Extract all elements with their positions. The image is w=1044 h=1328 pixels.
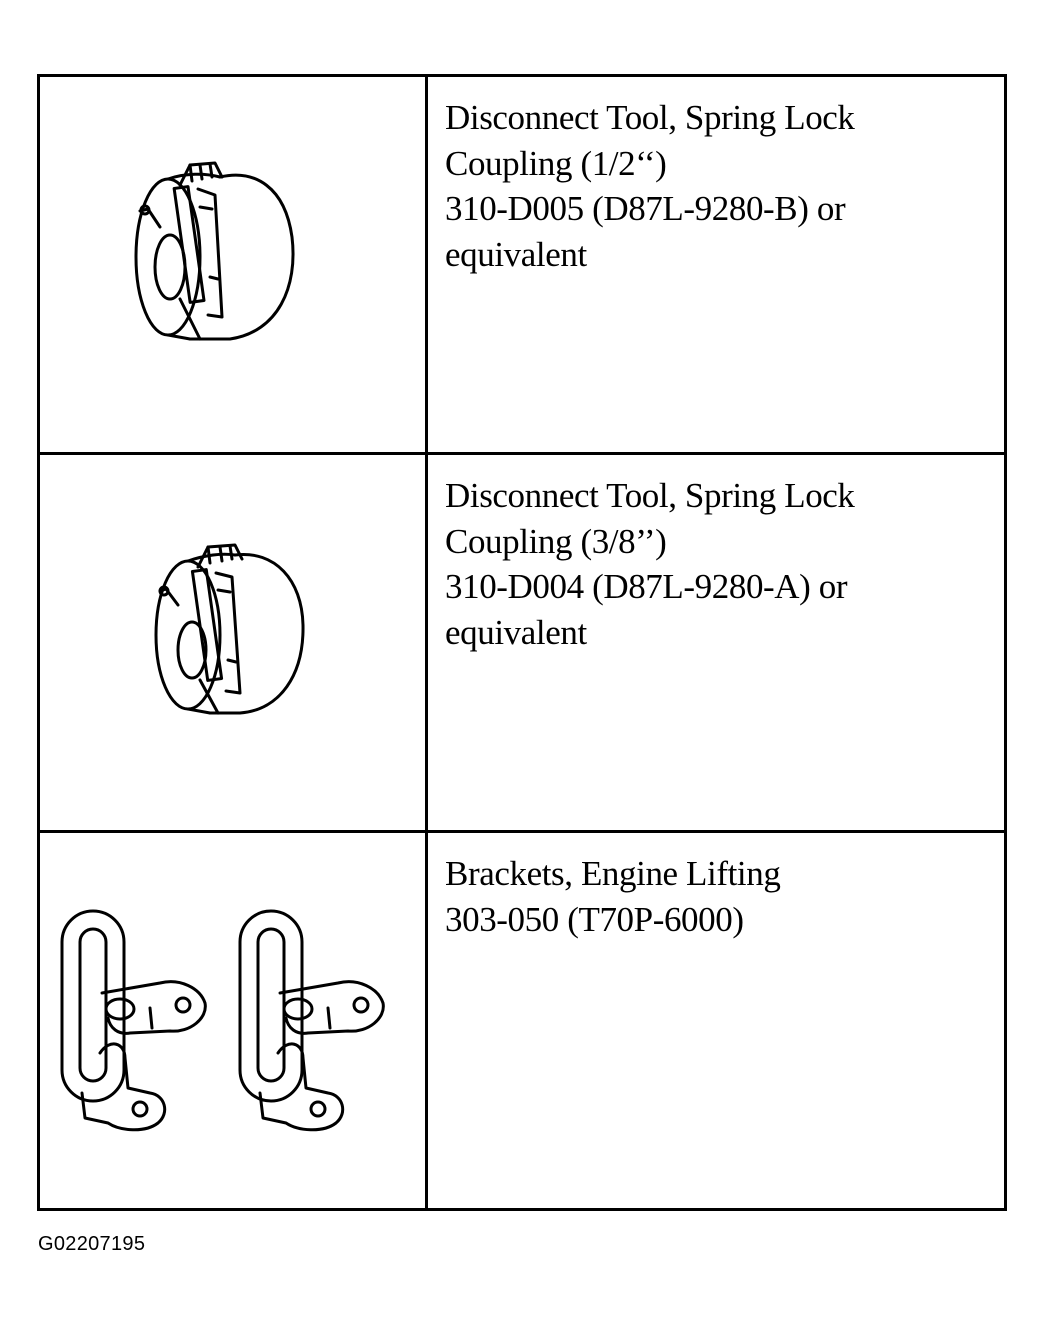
tool-row (39, 454, 1006, 832)
tool-row (39, 832, 1006, 1210)
tool-part-number: 310-D004 (D87L-9280-A) or equivalent (445, 567, 848, 652)
special-tools-table (37, 74, 1007, 1211)
tool-name: Disconnect Tool, Spring Lock Coupling (1/2‘‘) (445, 98, 855, 183)
tool-name: Disconnect Tool, Spring Lock Coupling (3/8’’) (445, 476, 855, 561)
figure-id: G02207195 (38, 1233, 146, 1255)
tool-description-cell (427, 76, 1006, 454)
disconnect-tool-half-inch-icon (40, 77, 425, 452)
tool-illustration-cell (39, 832, 427, 1210)
tool-illustration-cell (39, 76, 427, 454)
tool-row (39, 76, 1006, 454)
engine-lifting-brackets-icon (40, 833, 425, 1208)
disconnect-tool-three-eighths-inch-icon (40, 455, 425, 830)
tool-part-number: 303-050 (T70P-6000) (445, 899, 744, 939)
tool-description-cell (427, 454, 1006, 832)
tool-description-cell (427, 832, 1006, 1210)
tool-part-number: 310-D005 (D87L-9280-B) or equivalent (445, 189, 846, 274)
tool-name: Brackets, Engine Lifting (445, 854, 781, 893)
tool-illustration-cell (39, 454, 427, 832)
